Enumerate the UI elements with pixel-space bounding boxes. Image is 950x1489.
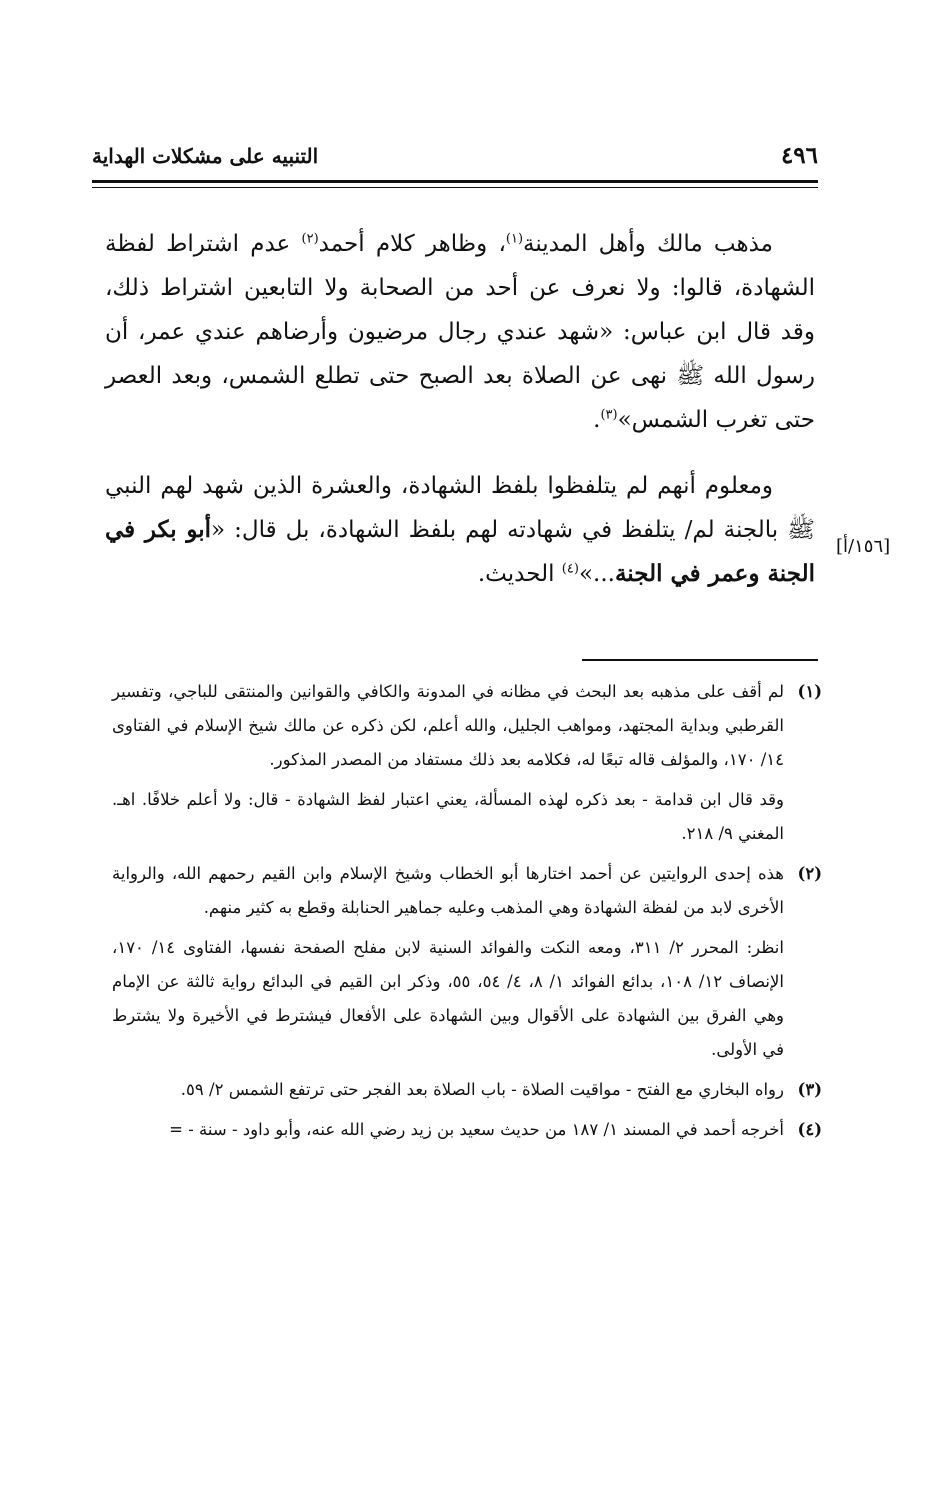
footnote-ref: (٣) bbox=[600, 407, 618, 423]
footnote-paragraph: أخرجه أحمد في المسند ١/ ١٨٧ من حديث سعيد بن زيد رضي الله عنه، وأبو داود - سنة - = bbox=[169, 1120, 784, 1139]
text-run: ، وظاهر كلام أحمد bbox=[318, 231, 506, 257]
footnote-body bbox=[112, 857, 784, 1067]
footnote-ref: (١) bbox=[505, 231, 524, 247]
hadith-quote: أبو بكر في الجنة وعمر في الجنة bbox=[105, 516, 815, 587]
footnotes bbox=[112, 675, 822, 1147]
page-header bbox=[92, 138, 818, 178]
footnote-number: (٢) bbox=[797, 864, 822, 883]
footnote-body bbox=[112, 1113, 784, 1147]
footnote bbox=[112, 1113, 822, 1147]
footnote-ref: (٢) bbox=[301, 231, 319, 247]
footnote-body bbox=[112, 675, 784, 851]
page-number: ٤٩٦ bbox=[780, 142, 818, 169]
footnote-paragraph: وقد قال ابن قدامة - بعد ذكره لهذه المسألة، يعني اعتبار لفظ الشهادة - قال: ولا أعلم خلافًا. اهـ. المغني ٩/ ٢١٨. bbox=[112, 790, 784, 843]
paragraph-2 bbox=[105, 464, 815, 596]
footnote-paragraph: لم أقف على مذهبه بعد البحث في مظانه في المدونة والكافي والقوانين والمنتقى للباجي، وتفسير القرطبي وبداية المجتهد، ومواهب الجليل، والله أعلم، لكن ذكره عن مالك شيخ الإسلام في الفتاوى ١٤/ ١٧٠، والمؤلف قاله تبعًا له، فكلامه بعد ذلك مستفاد من المصدر المذكور. bbox=[112, 682, 784, 769]
paragraph-1 bbox=[105, 222, 815, 442]
header-rule-thin bbox=[92, 187, 818, 188]
text-run: الحديث. bbox=[477, 561, 562, 587]
footnote-number: (٣) bbox=[797, 1080, 822, 1099]
footnote-ref: (٤) bbox=[561, 561, 579, 577]
text-run: عدم اشتراط لفظة الشهادة، قالوا: ولا نعرف عن أحد من الصحابة ولا التابعين اشتراط ذلك، وقد قال ابن عباس: «شهد عندي رجال مرضيون وأرضاهم عندي عمر، أن رسول الله ﷺ نهى عن الصلاة بعد الصبح حتى تطلع الشمس، وبعد العصر حتى تغرب الشمس» bbox=[105, 231, 815, 433]
footnote-paragraph: انظر: المحرر ٢/ ٣١١، ومعه النكت والفوائد السنية لابن مفلح الصفحة نفسها، الفتاوى ١٤/ ١٧٠، الإنصاف ١٢/ ١٠٨، بدائع الفوائد ١/ ٨، ٤/ ٥٤، ٥٥، وذكر ابن القيم في البدائع رواية ثالثة عن الإمام وهي الفرق بين الشهادة على الأقوال وبين الشهادة على الأفعال فيشترط في الأخيرة ولا يشترط في الأولى. bbox=[112, 938, 785, 1059]
header-rule-thick bbox=[92, 180, 818, 183]
running-title: التنبيه على مشكلات الهداية bbox=[92, 144, 319, 168]
text-run: ومعلوم أنهم لم يتلفظوا بلفظ الشهادة، والعشرة الذين شهد لهم النبي ﷺ بالجنة لم/ يتلفظ في شهادته لهم بلفظ الشهادة، بل قال: « bbox=[105, 473, 815, 543]
footnote-separator bbox=[582, 659, 818, 661]
text-run: ...» bbox=[578, 561, 615, 587]
manuscript-folio-note: [١٥٦/أ] bbox=[836, 536, 891, 557]
text-run: مذهب مالك وأهل المدينة bbox=[523, 231, 773, 257]
footnote-paragraph: رواه البخاري مع الفتح - مواقيت الصلاة - باب الصلاة بعد الفجر حتى ترتفع الشمس ٢/ ٥٩. bbox=[180, 1080, 784, 1099]
footnote-number: (١) bbox=[797, 682, 822, 701]
footnote-body bbox=[112, 1073, 784, 1107]
text-run: . bbox=[593, 407, 601, 433]
footnote bbox=[112, 857, 822, 1067]
main-text bbox=[105, 222, 815, 596]
footnote-paragraph: هذه إحدى الروايتين عن أحمد اختارها أبو الخطاب وشيخ الإسلام وابن القيم رحمهم الله، والرواية الأخرى لابد من لفظة الشهادة وهي المذهب وعليه جماهير الحنابلة وقطع به كثير منهم. bbox=[112, 864, 784, 917]
footnote bbox=[112, 1073, 822, 1107]
footnote bbox=[112, 675, 822, 851]
footnote-number: (٤) bbox=[797, 1120, 822, 1139]
